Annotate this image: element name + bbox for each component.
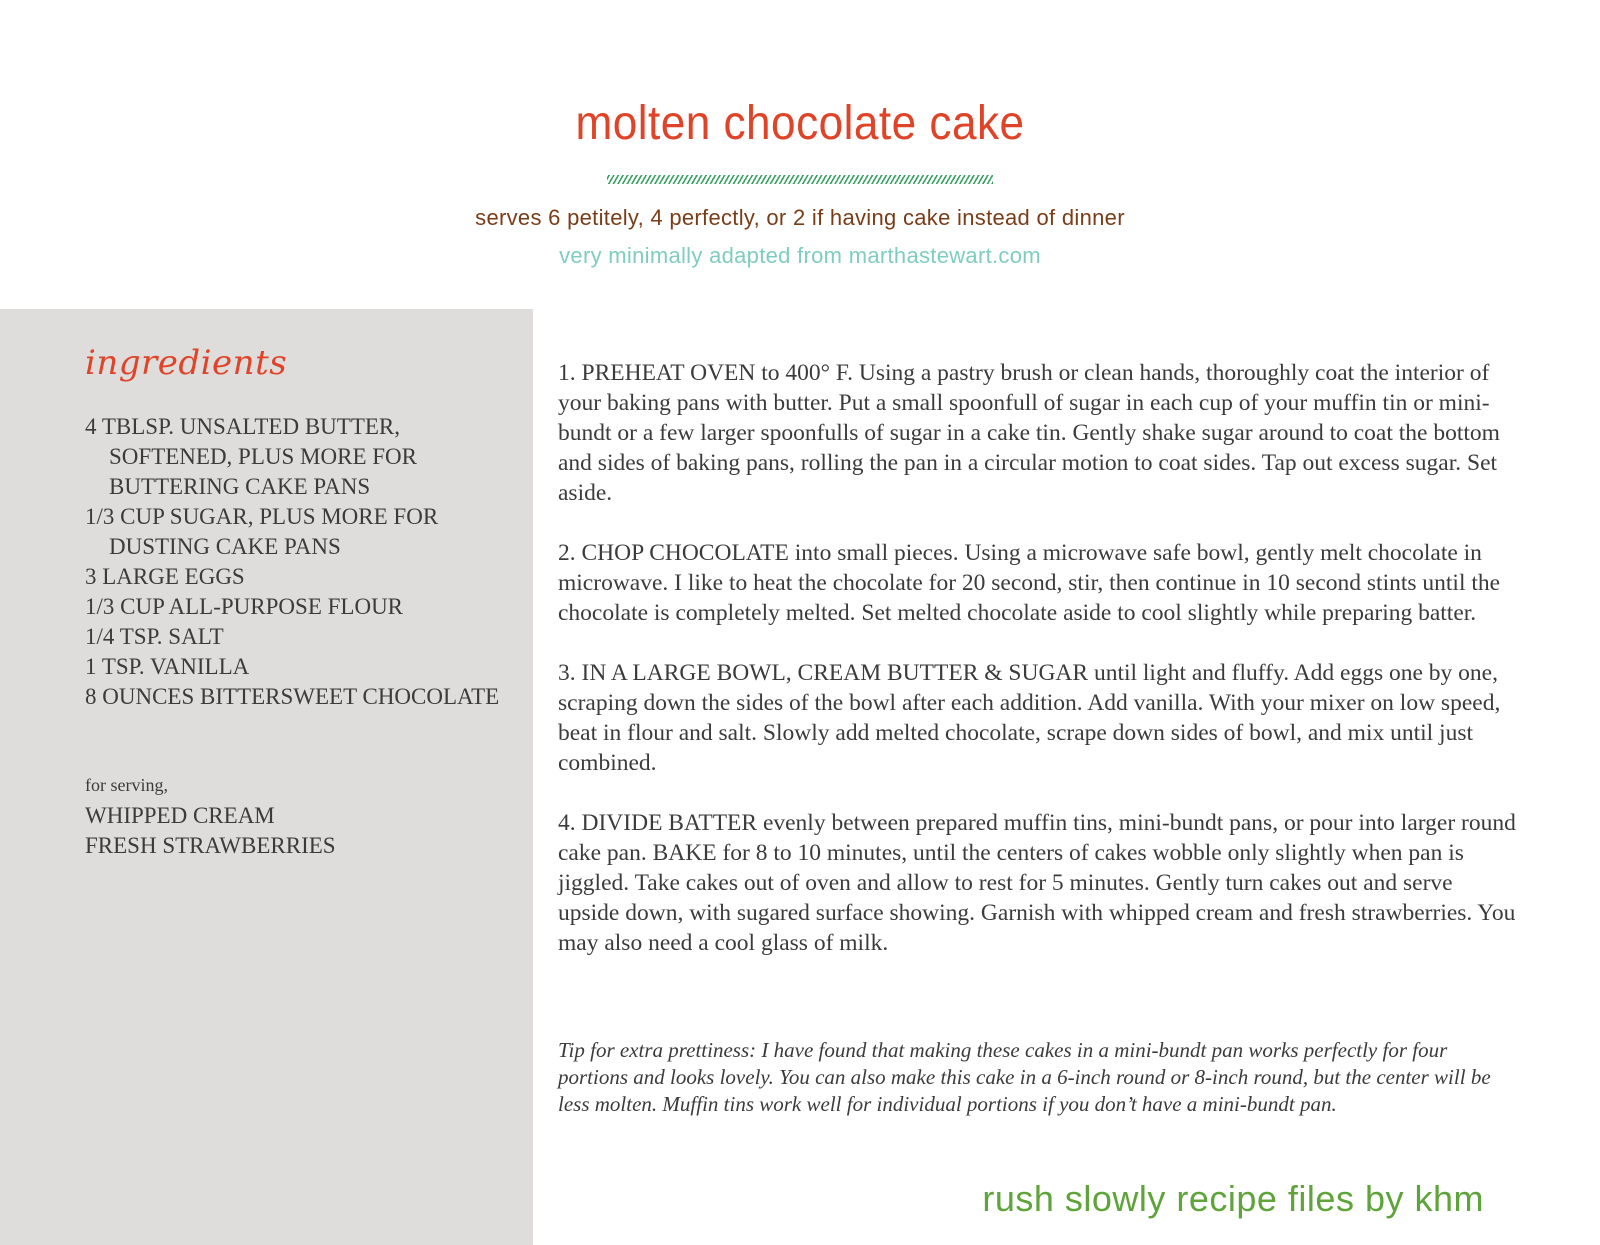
ingredient-item: 4 TBLSP. UNSALTED BUTTER, SOFTENED, PLUS MORE FOR BUTTERING CAKE PANS (85, 414, 417, 499)
instructions (558, 358, 1518, 988)
footer-signature: rush slowly recipe files by khm (982, 1178, 1484, 1219)
serving-item: FRESH STRAWBERRIES (85, 833, 336, 858)
instruction-step: 1. PREHEAT OVEN to 400° F. Using a pastry brush or clean hands, thoroughly coat the interior of your baking pans with butter. Put a small spoonfull of sugar in each cup of your muffin tin or mini-bundt or a few larger spoonfulls of sugar in a cake tin. Gently shake sugar around to coat the bottom and sides of baking pans, rolling the pan in a circular motion to coat sides. Tap out excess sugar. Set aside. (558, 360, 1500, 506)
ingredient-item: 3 LARGE EGGS (85, 564, 245, 589)
serving-list (85, 801, 336, 861)
ingredient-item: 1 TSP. VANILLA (85, 654, 250, 679)
ingredient-item: 1/4 TSP. SALT (85, 624, 224, 649)
title-underline-divider (607, 175, 993, 184)
serving-label: for serving, (85, 775, 168, 795)
tip-note: Tip for extra prettiness: I have found that making these cakes in a mini-bundt pan works perfectly for four portions and looks lovely. You can also make this cake in a 6-inch round or 8-inch round, but the center will be less molten. Muffin tins work well for individual portions if you don’t have a mini-bundt pan. (558, 1038, 1491, 1116)
source-credit: very minimally adapted from marthastewart.com (559, 243, 1041, 268)
ingredient-item: 1/3 CUP ALL-PURPOSE FLOUR (85, 594, 404, 619)
instruction-step: 3. IN A LARGE BOWL, CREAM BUTTER & SUGAR until light and fluffy. Add eggs one by one, scraping down the sides of the bowl after each addition. Add vanilla. With your mixer on low speed, beat in flour and salt. Slowly add melted chocolate, scrape down sides of bowl, and mix until just combined. (558, 660, 1501, 776)
servings-line: serves 6 petitely, 4 perfectly, or 2 if having cake instead of dinner (475, 205, 1125, 230)
ingredients-heading: ingredients (85, 343, 288, 383)
instruction-step: 4. DIVIDE BATTER evenly between prepared muffin tins, mini-bundt pans, or pour into larger round cake pan. BAKE for 8 to 10 minutes, until the centers of cakes wobble only slightly when pan is jiggled. Take cakes out of oven and allow to rest for 5 minutes. Gently turn cakes out and serve upside down, with sugared surface showing. Garnish with whipped cream and fresh strawberries. You may also need a cool glass of milk. (558, 810, 1516, 956)
instruction-step: 2. CHOP CHOCOLATE into small pieces. Using a microwave safe bowl, gently melt chocolate in microwave. I like to heat the chocolate for 20 second, stir, then continue in 10 second stints until the chocolate is completely melted. Set melted chocolate aside to cool slightly while preparing batter. (558, 540, 1501, 626)
ingredient-item: 8 OUNCES BITTERSWEET CHOCOLATE (85, 684, 500, 709)
ingredients-list (85, 412, 505, 712)
ingredient-item: 1/3 CUP SUGAR, PLUS MORE FOR DUSTING CAKE PANS (85, 504, 439, 559)
serving-item: WHIPPED CREAM (85, 803, 275, 828)
recipe-title: molten chocolate cake (575, 97, 1025, 150)
